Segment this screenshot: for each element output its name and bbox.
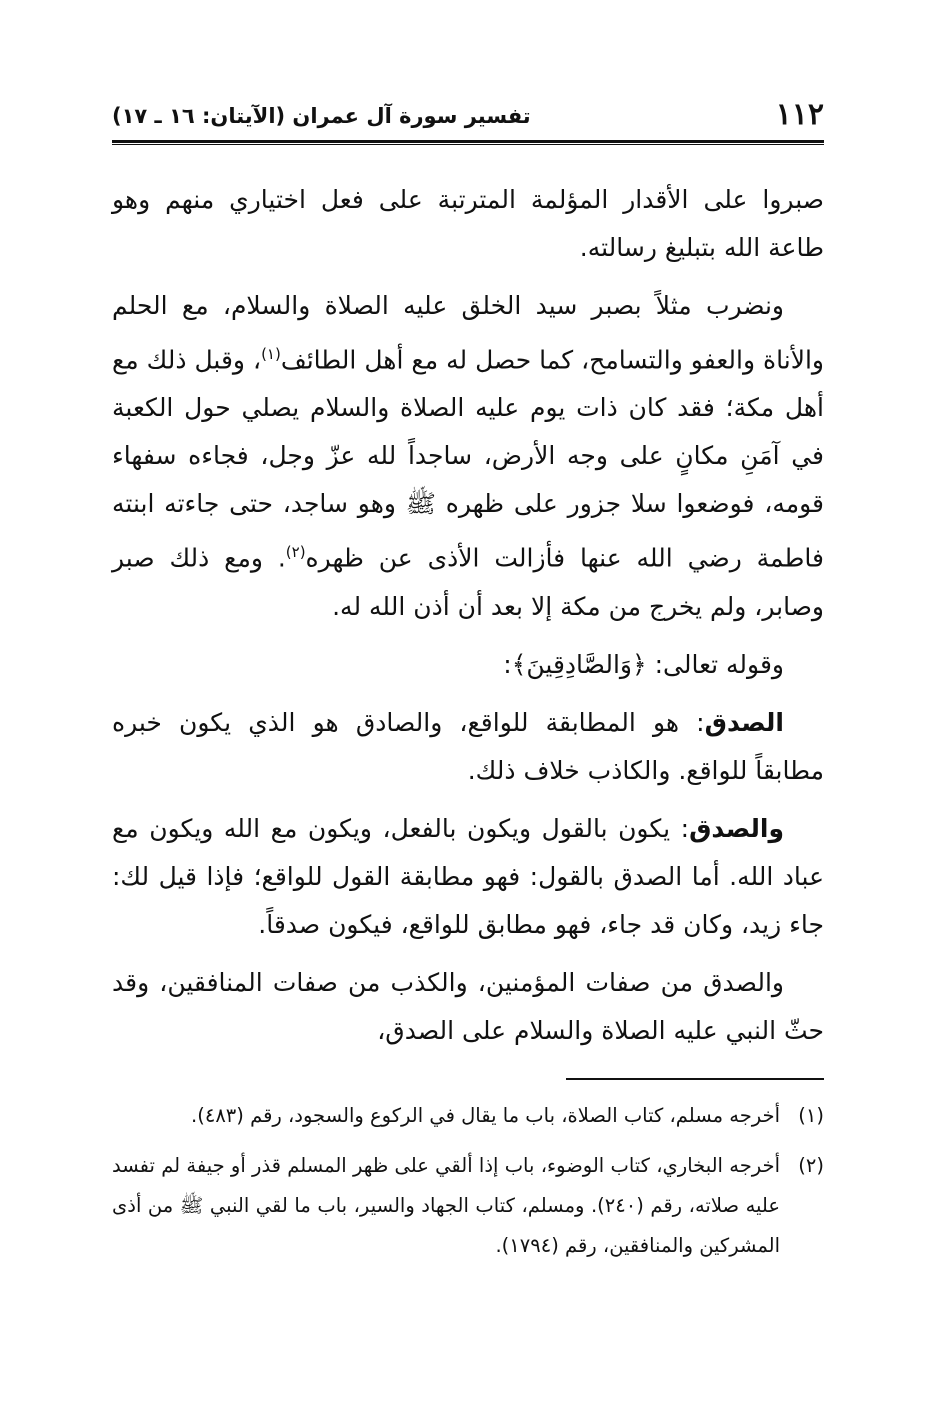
header-rule xyxy=(112,140,824,145)
footnote-ref-1[interactable]: (١) xyxy=(261,345,281,363)
paragraph-2: ونضرب مثلاً بصبر سيد الخلق عليه الصلاة والسلام، مع الحلم والأناة والعفو والتسامح، كما حصل له مع أهل الطائف$^{(١)}$، وقبل ذلك مع أهل مكة؛ فقد كان ذات يوم عليه الصلاة والسلام يصلي حول الكعبة في آمَنِ مكانٍ على وجه الأرض، ساجداً لله عزّ وجل، فجاءه سفهاء قومه، فوضعوا سلا جزور على ظهره ﷺ وهو ساجد، حتى جاءته ابنته فاطمة رضي الله عنها فأزالت الأذى عن ظهره$^{(٢)}$. ومع ذلك صبر وصابر، ولم يخرج من مكة إلا بعد أن أذن الله له. xyxy=(112,291,824,621)
running-title: تفسير سورة آل عمران (الآيتان: ١٦ ـ ١٧) xyxy=(112,104,531,128)
term-sidq: الصدق xyxy=(704,707,784,737)
page-header xyxy=(112,92,824,138)
verse-text: وَالصَّادِقِينَ xyxy=(526,649,632,679)
paragraph-6: والصدق من صفات المؤمنين، والكذب من صفات المنافقين، وقد حثّ النبي عليه الصلاة والسلام على الصدق، xyxy=(112,967,824,1045)
footnote-separator xyxy=(566,1078,824,1080)
term-wa-sidq: والصدق xyxy=(689,813,784,843)
page-number: ١١٢ xyxy=(775,97,824,132)
footnote-number: (٢) xyxy=(798,1154,824,1177)
verse-open-bracket: ﴿ xyxy=(631,649,647,679)
footnote-text: أخرجه مسلم، كتاب الصلاة، باب ما يقال في الركوع والسجود، رقم (٤٨٣). xyxy=(191,1104,780,1127)
footnote-number: (١) xyxy=(798,1104,824,1127)
paragraph-verse: وقوله تعالى: ﴿وَالصَّادِقِينَ﴾: xyxy=(503,649,784,679)
footnote-ref-2[interactable]: (٢) xyxy=(285,543,306,562)
footnote-text: أخرجه البخاري، كتاب الوضوء، باب إذا ألقي على ظهر المسلم قذر أو جيفة لم تفسد عليه صلاته، رقم (٢٤٠). ومسلم، كتاب الجهاد والسير، باب ما لقي النبي ﷺ من أذى المشركين والمنافقين، رقم (١٧٩٤). xyxy=(112,1154,781,1257)
paragraph-definition: الصدق: هو المطابقة للواقع، والصادق هو الذي يكون خبره مطابقاً للواقع. والكاذب خلاف ذلك. xyxy=(112,707,824,785)
main-text xyxy=(112,176,824,1065)
paragraph-types: والصدق: يكون بالقول ويكون بالفعل، ويكون مع الله ويكون مع عباد الله. أما الصدق بالقول: فهو مطابقة القول للواقع؛ فإذا قيل لك: جاء زيد، وكان قد جاء، فهو مطابق للواقع، فيكون صدقاً. xyxy=(112,813,824,939)
footnotes xyxy=(112,1096,824,1276)
footnote-item xyxy=(112,1096,824,1136)
paragraph-1: صبروا على الأقدار المؤلمة المترتبة على فعل اختياري منهم وهو طاعة الله بتبليغ رسالته. xyxy=(112,185,824,262)
footnote-item xyxy=(112,1146,824,1266)
verse-close-bracket: ﴾ xyxy=(511,649,527,679)
